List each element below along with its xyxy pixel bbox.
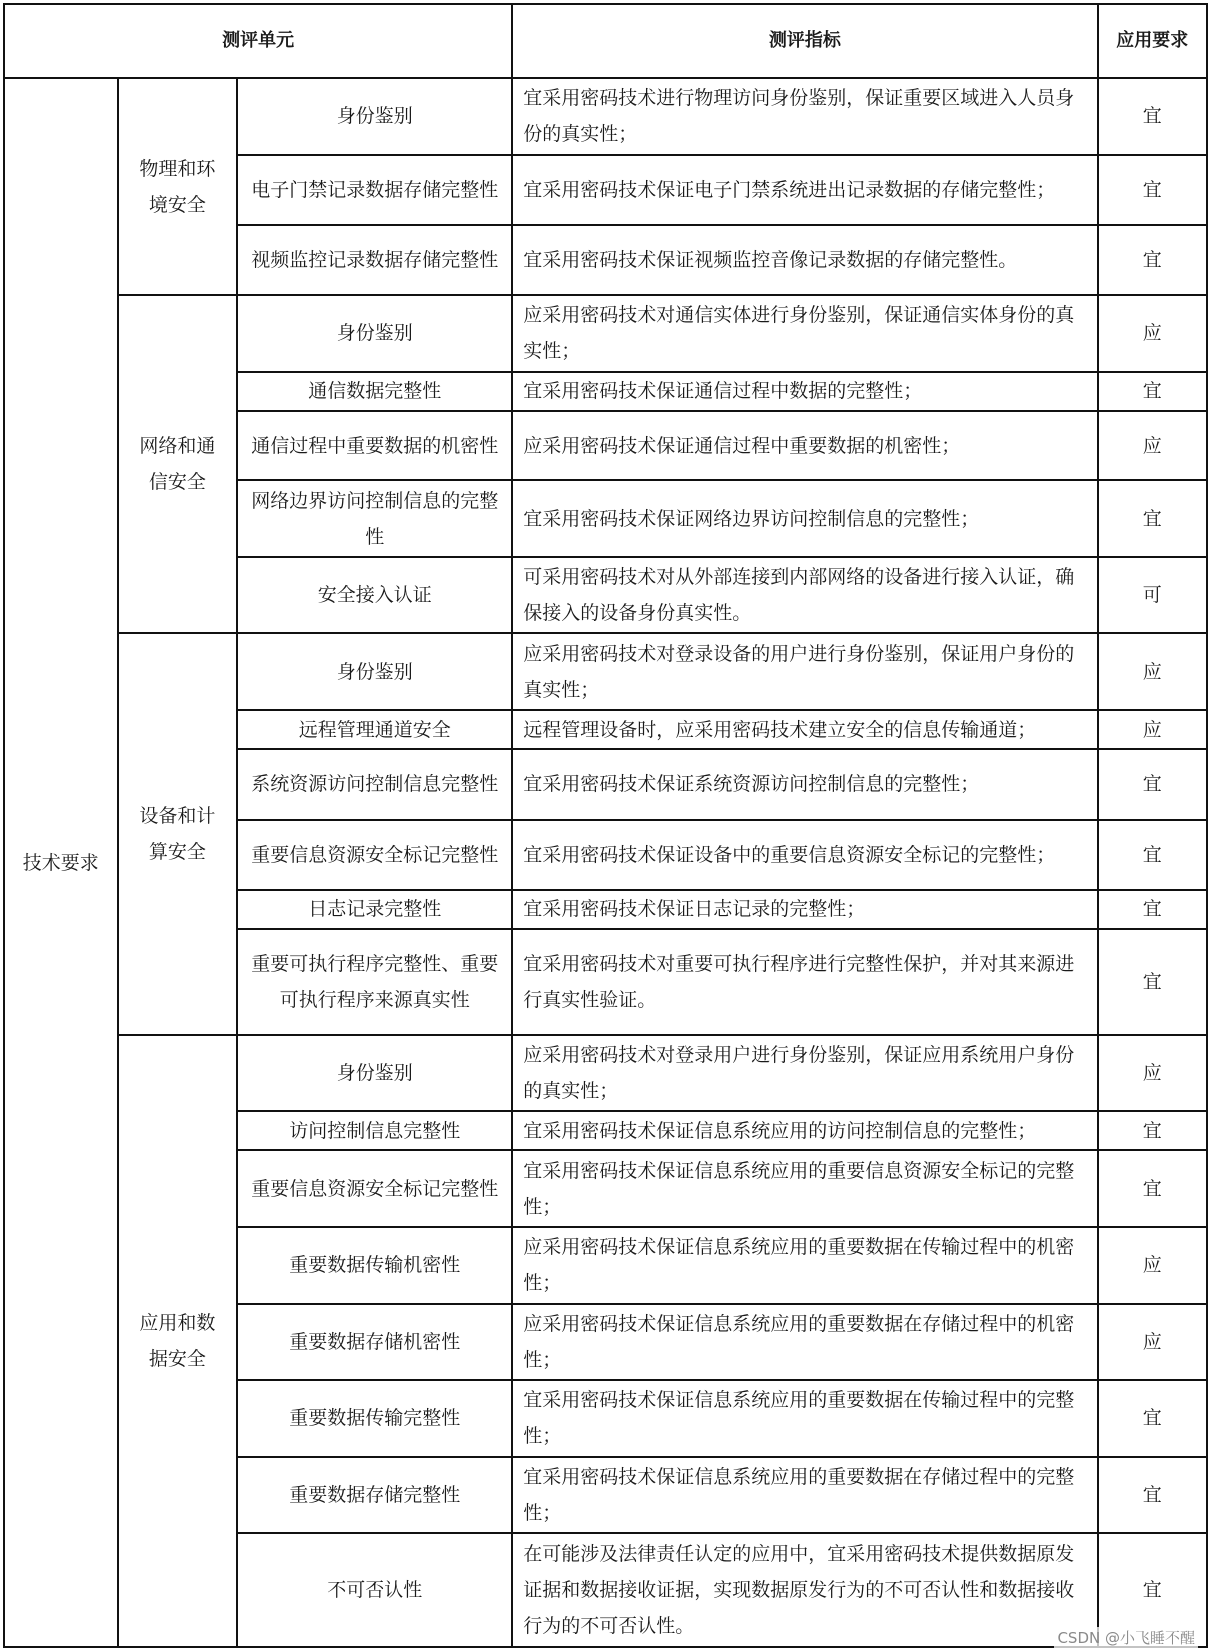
indicator-cell: 宜采用密码技术保证信息系统应用的重要数据在传输过程中的完整性； <box>512 1380 1097 1457</box>
category-cell: 网络和通信安全 <box>118 295 238 633</box>
requirement-cell: 宜 <box>1098 225 1207 295</box>
indicator-cell: 应采用密码技术对登录用户进行身份鉴别，保证应用系统用户身份的真实性； <box>512 1035 1097 1112</box>
requirement-cell: 宜 <box>1098 155 1207 225</box>
unit-cell: 重要数据存储机密性 <box>237 1304 512 1381</box>
unit-cell: 身份鉴别 <box>237 78 512 155</box>
top-category-cell: 技术要求 <box>4 78 118 1647</box>
unit-cell: 重要信息资源安全标记完整性 <box>237 820 512 890</box>
table-body <box>4 78 1207 1647</box>
category-cell: 设备和计算安全 <box>118 633 238 1034</box>
unit-cell: 远程管理通道安全 <box>237 710 512 749</box>
watermark: CSDN @小飞睡不醒 <box>1054 1627 1198 1648</box>
indicator-cell: 宜采用密码技术保证日志记录的完整性； <box>512 890 1097 929</box>
unit-cell: 网络边界访问控制信息的完整性 <box>237 480 512 557</box>
requirement-cell: 宜 <box>1098 78 1207 155</box>
requirement-cell: 宜 <box>1098 890 1207 929</box>
indicator-cell: 应采用密码技术保证通信过程中重要数据的机密性； <box>512 411 1097 480</box>
requirement-cell: 应 <box>1098 1035 1207 1112</box>
indicator-cell: 可采用密码技术对从外部连接到内部网络的设备进行接入认证，确保接入的设备身份真实性。 <box>512 557 1097 634</box>
unit-cell: 重要数据传输完整性 <box>237 1380 512 1457</box>
requirement-cell: 宜 <box>1098 820 1207 890</box>
requirement-cell: 应 <box>1098 295 1207 372</box>
indicator-cell: 宜采用密码技术保证信息系统应用的重要信息资源安全标记的完整性； <box>512 1150 1097 1227</box>
requirements-table <box>3 3 1208 1648</box>
indicator-cell: 宜采用密码技术进行物理访问身份鉴别，保证重要区域进入人员身份的真实性； <box>512 78 1097 155</box>
requirement-cell: 宜 <box>1098 929 1207 1034</box>
unit-cell: 重要数据存储完整性 <box>237 1457 512 1534</box>
header-requirement: 应用要求 <box>1098 4 1207 78</box>
requirement-cell: 可 <box>1098 557 1207 634</box>
requirement-cell: 宜 <box>1098 1457 1207 1534</box>
requirement-cell: 宜 <box>1098 1150 1207 1227</box>
category-cell: 应用和数据安全 <box>118 1035 238 1647</box>
indicator-cell: 宜采用密码技术保证通信过程中数据的完整性； <box>512 372 1097 411</box>
table-row <box>4 295 1207 372</box>
requirement-cell: 宜 <box>1098 372 1207 411</box>
unit-cell: 重要信息资源安全标记完整性 <box>237 1150 512 1227</box>
indicator-cell: 宜采用密码技术保证电子门禁系统进出记录数据的存储完整性； <box>512 155 1097 225</box>
unit-cell: 日志记录完整性 <box>237 890 512 929</box>
header-unit: 测评单元 <box>4 4 512 78</box>
indicator-cell: 宜采用密码技术对重要可执行程序进行完整性保护，并对其来源进行真实性验证。 <box>512 929 1097 1034</box>
unit-cell: 视频监控记录数据存储完整性 <box>237 225 512 295</box>
unit-cell: 系统资源访问控制信息完整性 <box>237 749 512 819</box>
header-row <box>4 4 1207 78</box>
table-row <box>4 1035 1207 1112</box>
table-row <box>4 633 1207 710</box>
indicator-cell: 在可能涉及法律责任认定的应用中，宜采用密码技术提供数据原发证据和数据接收证据，实现数据原发行为的不可否认性和数据接收行为的不可否认性。 <box>512 1533 1097 1647</box>
unit-cell: 电子门禁记录数据存储完整性 <box>237 155 512 225</box>
table-row <box>4 78 1207 155</box>
indicator-cell: 应采用密码技术对通信实体进行身份鉴别，保证通信实体身份的真实性； <box>512 295 1097 372</box>
unit-cell: 不可否认性 <box>237 1533 512 1647</box>
indicator-cell: 宜采用密码技术保证信息系统应用的重要数据在存储过程中的完整性； <box>512 1457 1097 1534</box>
indicator-cell: 应采用密码技术保证信息系统应用的重要数据在传输过程中的机密性； <box>512 1227 1097 1304</box>
indicator-cell: 宜采用密码技术保证系统资源访问控制信息的完整性； <box>512 749 1097 819</box>
indicator-cell: 应采用密码技术保证信息系统应用的重要数据在存储过程中的机密性； <box>512 1304 1097 1381</box>
header-indicator: 测评指标 <box>512 4 1097 78</box>
indicator-cell: 宜采用密码技术保证视频监控音像记录数据的存储完整性。 <box>512 225 1097 295</box>
unit-cell: 身份鉴别 <box>237 633 512 710</box>
category-cell: 物理和环境安全 <box>118 78 238 295</box>
unit-cell: 身份鉴别 <box>237 295 512 372</box>
requirement-cell: 宜 <box>1098 1111 1207 1150</box>
requirement-cell: 宜 <box>1098 1533 1207 1647</box>
indicator-cell: 宜采用密码技术保证设备中的重要信息资源安全标记的完整性； <box>512 820 1097 890</box>
requirement-cell: 应 <box>1098 710 1207 749</box>
unit-cell: 身份鉴别 <box>237 1035 512 1112</box>
requirement-cell: 宜 <box>1098 1380 1207 1457</box>
requirement-cell: 宜 <box>1098 480 1207 557</box>
indicator-cell: 应采用密码技术对登录设备的用户进行身份鉴别，保证用户身份的真实性； <box>512 633 1097 710</box>
unit-cell: 访问控制信息完整性 <box>237 1111 512 1150</box>
requirement-cell: 应 <box>1098 633 1207 710</box>
indicator-cell: 宜采用密码技术保证信息系统应用的访问控制信息的完整性； <box>512 1111 1097 1150</box>
unit-cell: 安全接入认证 <box>237 557 512 634</box>
requirement-cell: 应 <box>1098 1227 1207 1304</box>
requirement-cell: 应 <box>1098 411 1207 480</box>
requirement-cell: 应 <box>1098 1304 1207 1381</box>
unit-cell: 重要数据传输机密性 <box>237 1227 512 1304</box>
unit-cell: 重要可执行程序完整性、重要可执行程序来源真实性 <box>237 929 512 1034</box>
indicator-cell: 远程管理设备时，应采用密码技术建立安全的信息传输通道； <box>512 710 1097 749</box>
unit-cell: 通信过程中重要数据的机密性 <box>237 411 512 480</box>
unit-cell: 通信数据完整性 <box>237 372 512 411</box>
requirement-cell: 宜 <box>1098 749 1207 819</box>
indicator-cell: 宜采用密码技术保证网络边界访问控制信息的完整性； <box>512 480 1097 557</box>
